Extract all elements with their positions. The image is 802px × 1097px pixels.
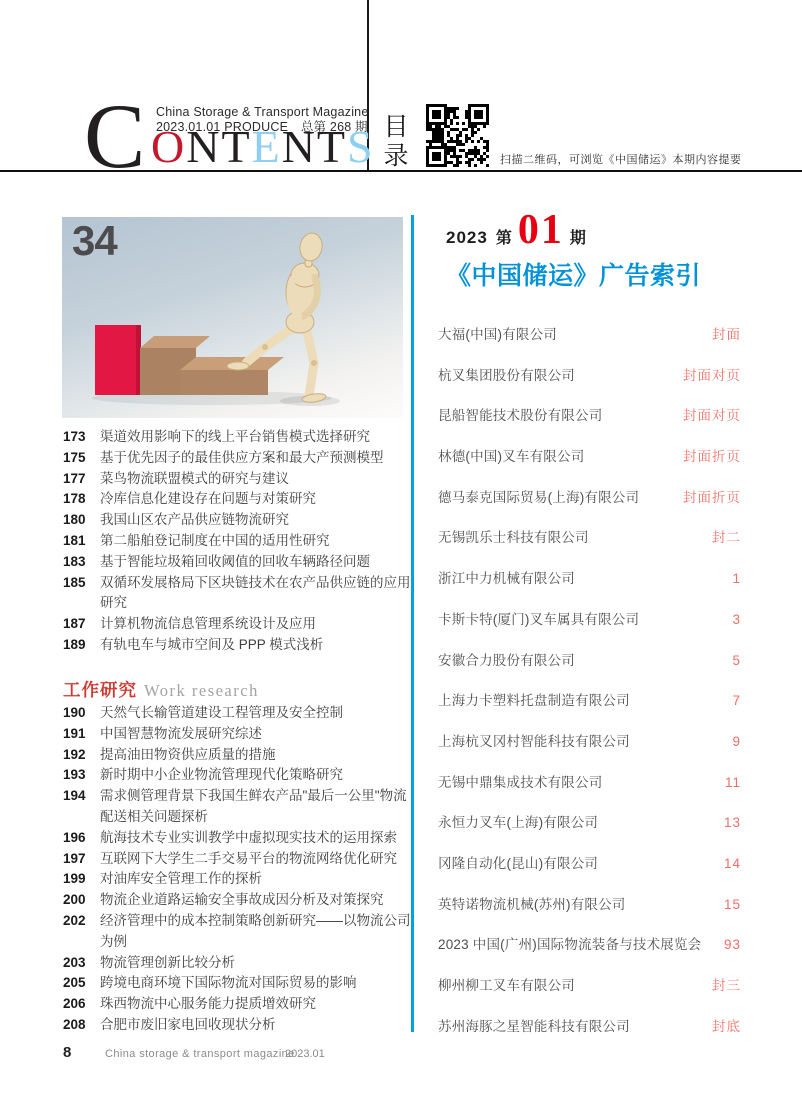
ad-index-row (438, 1018, 741, 1059)
ad-index-row (438, 814, 741, 855)
advertiser-name: 英特诺物流机械(苏州)有限公司 (438, 896, 626, 912)
advertiser-name: 上海力卡塑料托盘制造有限公司 (438, 693, 630, 709)
article-page-number: 206 (63, 996, 86, 1012)
ad-index-row (438, 733, 741, 774)
advertiser-page: 3 (732, 611, 741, 627)
article-row (63, 427, 411, 448)
article-page-number: 192 (63, 746, 86, 762)
article-row (63, 573, 411, 615)
ad-index-row (438, 367, 741, 408)
article-page-number: 185 (63, 574, 86, 590)
article-row (63, 890, 411, 911)
footer-page-number: 8 (63, 1044, 72, 1061)
feature-page-number: 34 (72, 217, 117, 264)
article-title: 航海技术专业实训教学中虚拟现实技术的运用探索 (100, 829, 397, 845)
article-row (63, 510, 411, 531)
article-title: 对油库安全管理工作的探析 (100, 871, 262, 887)
article-title: 跨境电商环境下国际物流对国际贸易的影响 (100, 975, 357, 991)
article-row (63, 724, 411, 745)
ad-index-row (438, 652, 741, 693)
article-title: 天然气长输管道建设工程管理及安全控制 (100, 705, 343, 720)
footer-issue: 2023.01 (285, 1048, 325, 1060)
article-page-number: 178 (63, 491, 86, 507)
advertiser-name: 上海杭叉冈村智能科技有限公司 (438, 733, 630, 749)
advertiser-page: 封面对页 (683, 367, 741, 383)
masthead-letter: T (316, 121, 348, 172)
ad-index-row (438, 611, 741, 652)
ad-index-row (438, 692, 741, 733)
article-title: 冷库信息化建设存在问题与对策研究 (100, 491, 316, 507)
article-page-number: 208 (63, 1016, 86, 1032)
masthead-tagline-line2: 2023.01.01 PRODUCE 总第 268 期 (156, 120, 368, 134)
masthead-letter: E (251, 121, 282, 172)
article-row (63, 953, 411, 974)
advertiser-name: 永恒力叉车(上海)有限公司 (438, 815, 599, 831)
ad-issue-year: 2023 (446, 228, 488, 247)
ad-index-row (438, 977, 741, 1018)
column-divider-line (411, 215, 414, 1032)
ad-index-row (438, 855, 741, 896)
ad-index-row (438, 570, 741, 611)
article-title: 物流企业道路运输安全事故成因分析及对策探究 (100, 892, 384, 908)
advertiser-page: 14 (723, 855, 741, 871)
article-row (63, 994, 411, 1015)
article-page-number: 197 (63, 850, 86, 866)
article-page-number: 177 (63, 470, 86, 486)
article-row (63, 973, 411, 994)
advertiser-page: 封面对页 (683, 408, 741, 424)
ad-index-row (438, 448, 741, 489)
article-page-number: 180 (63, 512, 86, 528)
article-title: 菜鸟物流联盟模式的研究与建议 (100, 470, 289, 486)
feature-photo (62, 217, 403, 418)
ad-index-list (438, 326, 741, 1058)
qr-caption: 扫描二维码，可浏览《中国储运》本期内容提要 (500, 154, 742, 166)
article-title: 新时期中小企业物流管理现代化策略研究 (100, 767, 343, 783)
article-page-number: 189 (63, 636, 86, 652)
qr-code (426, 104, 489, 167)
article-row (63, 869, 411, 890)
advertiser-name: 安徽合力股份有限公司 (438, 652, 575, 668)
ad-index-header (446, 207, 702, 292)
article-row (63, 786, 411, 828)
advertiser-page: 9 (732, 733, 741, 749)
advertiser-name: 杭叉集团股份有限公司 (438, 367, 575, 383)
advertiser-page: 15 (723, 896, 741, 912)
advertiser-page: 封底 (712, 1018, 741, 1034)
article-row (63, 828, 411, 849)
section-heading (63, 677, 259, 702)
ad-index-row (438, 489, 741, 530)
advertiser-page: 封面折页 (683, 449, 741, 465)
article-row (63, 614, 411, 635)
advertiser-page: 1 (732, 571, 741, 587)
article-title: 经济管理中的成本控制策略创新研究——以物流公司为例 (100, 912, 411, 949)
article-row (63, 765, 411, 786)
advertiser-page: 93 (723, 937, 741, 953)
ad-index-row (438, 896, 741, 937)
article-row (63, 849, 411, 870)
article-title: 珠西物流中心服务能力提质增效研究 (100, 996, 316, 1012)
article-title: 互联网下大学生二手交易平台的物流网络优化研究 (100, 850, 397, 866)
article-page-number: 205 (63, 975, 86, 991)
article-title: 第二船舶登记制度在中国的适用性研究 (100, 532, 330, 548)
article-page-number: 194 (63, 788, 86, 804)
article-title: 基于智能垃圾箱回收阈值的回收车辆路径问题 (100, 553, 370, 569)
ad-issue-prefix: 第 (495, 230, 512, 247)
advertiser-name: 无锡中鼎集成技术有限公司 (438, 774, 603, 790)
article-title: 基于优先因子的最佳供应方案和最大产预测模型 (100, 449, 384, 465)
advertiser-name: 2023 中国(广州)国际物流装备与技术展览会 (438, 937, 702, 953)
article-row (63, 489, 411, 510)
advertiser-page: 11 (724, 774, 741, 790)
article-row (63, 469, 411, 490)
section-title-en: Work research (144, 681, 259, 700)
masthead-tagline-line1: China Storage & Transport Magazine (156, 105, 369, 119)
advertiser-name: 大福(中国)有限公司 (438, 327, 557, 342)
advertiser-name: 卡斯卡特(厦门)叉车属具有限公司 (438, 611, 640, 627)
footer-magazine-name: China storage & transport magazine (105, 1048, 295, 1060)
article-title: 合肥市废旧家电回收现状分析 (100, 1016, 276, 1032)
article-page-number: 181 (63, 532, 86, 548)
article-row (63, 703, 411, 724)
article-page-number: 203 (63, 954, 86, 970)
article-page-number: 190 (63, 705, 86, 720)
advertiser-page: 封面折页 (683, 489, 741, 505)
masthead-letter: T (221, 121, 252, 172)
ad-index-row (438, 774, 741, 815)
article-title: 我国山区农产品供应链物流研究 (100, 512, 289, 528)
ad-issue-number: 01 (517, 207, 564, 253)
masthead-initial: C (84, 85, 146, 187)
advertiser-name: 德马泰克国际贸易(上海)有限公司 (438, 489, 640, 505)
article-page-number: 175 (63, 449, 86, 465)
page-footer (63, 1044, 423, 1064)
article-row (63, 635, 411, 656)
advertiser-name: 昆船智能技术股份有限公司 (438, 408, 603, 424)
article-page-number: 183 (63, 553, 86, 569)
advertiser-name: 冈隆自动化(昆山)有限公司 (438, 855, 599, 871)
advertiser-name: 柳州柳工叉车有限公司 (438, 978, 575, 993)
advertiser-page: 封二 (712, 530, 741, 546)
advertiser-name: 林德(中国)叉车有限公司 (438, 449, 585, 465)
article-row (63, 448, 411, 469)
article-title: 物流管理创新比较分析 (100, 954, 235, 970)
section-title-zh: 工作研究 (63, 680, 137, 700)
article-page-number: 191 (63, 725, 86, 741)
advertiser-page: 13 (723, 815, 741, 831)
ad-index-row (438, 936, 741, 977)
article-title: 渠道效用影响下的线上平台销售模式选择研究 (100, 429, 370, 444)
article-page-number: 199 (63, 871, 86, 887)
advertiser-page: 封面 (712, 327, 741, 342)
article-title: 需求侧管理背景下我国生鲜农产品"最后一公里"物流配送相关问题探析 (100, 788, 407, 824)
article-page-number: 196 (63, 829, 86, 845)
article-title: 双循环发展格局下区块链技术在农产品供应链的应用研究 (100, 574, 411, 611)
article-row (63, 745, 411, 766)
advertiser-name: 苏州海豚之星智能科技有限公司 (438, 1018, 630, 1034)
article-page-number: 173 (63, 429, 86, 444)
advertiser-name: 浙江中力机械有限公司 (438, 571, 575, 587)
ad-index-row (438, 407, 741, 448)
red-box (95, 325, 141, 395)
advertiser-page: 7 (732, 693, 741, 709)
article-page-number: 200 (63, 892, 86, 908)
advertiser-page: 5 (732, 652, 741, 668)
article-page-number: 187 (63, 616, 86, 632)
masthead-letter: S (347, 121, 375, 172)
article-page-number: 193 (63, 767, 86, 783)
masthead-letter: N (281, 121, 317, 172)
article-title: 中国智慧物流发展研究综述 (100, 725, 262, 741)
article-page-number: 202 (63, 912, 86, 928)
ad-issue-line (446, 207, 701, 253)
article-row (63, 911, 411, 953)
article-title: 提高油田物资供应质量的措施 (100, 746, 276, 762)
toc-vertical-label: 目录 (380, 113, 408, 171)
articles-top-list (63, 427, 411, 656)
article-row (63, 531, 411, 552)
advertiser-name: 无锡凯乐士科技有限公司 (438, 530, 589, 546)
masthead-letter: O (151, 121, 187, 172)
articles-work-list (63, 703, 411, 1036)
masthead-letters (151, 121, 375, 172)
masthead-letter: N (186, 121, 222, 172)
cardboard-box-low (180, 370, 268, 395)
ad-index-title: 《中国储运》广告索引 (446, 262, 702, 290)
ad-issue-suffix: 期 (569, 230, 586, 247)
ad-index-row (438, 529, 741, 570)
article-title: 计算机物流信息管理系统设计及应用 (100, 616, 316, 632)
article-row (63, 552, 411, 573)
article-title: 有轨电车与城市空间及 PPP 模式浅析 (100, 636, 324, 652)
article-row (63, 1015, 411, 1036)
advertiser-page: 封三 (712, 978, 741, 993)
ad-index-row (438, 326, 741, 367)
